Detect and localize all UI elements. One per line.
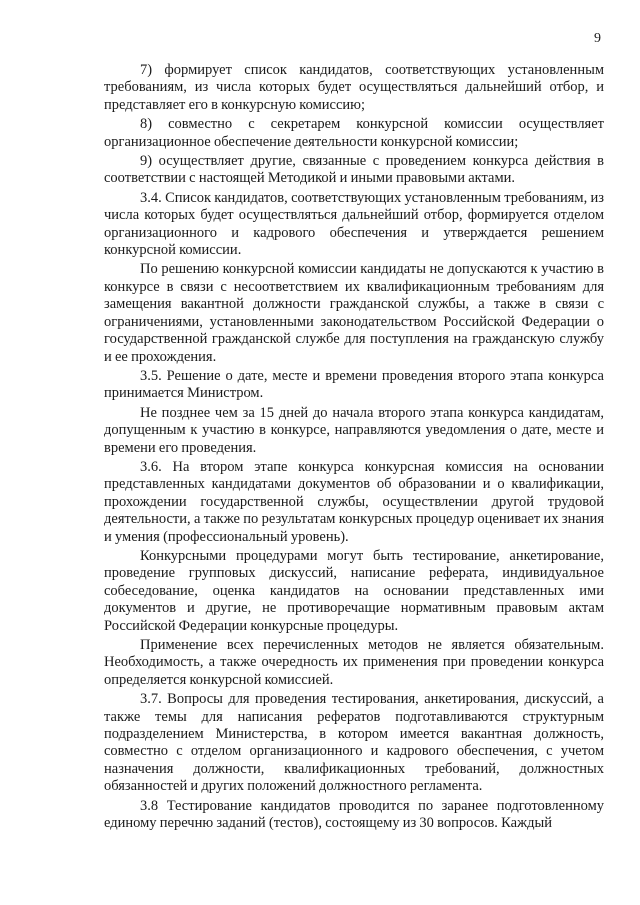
page-number: 9 — [594, 31, 601, 46]
paragraph: 3.5. Решение о дате, месте и времени проведения второго этапа конкурса принимается Министром. — [104, 367, 604, 402]
paragraph: Применение всех перечисленных методов не является обязательным. Необходимость, а также очередность их применения при проведении конкурса определяется конкурсной комиссией. — [104, 637, 604, 688]
paragraph: 8) совместно с секретарем конкурсной комиссии осуществляет организационное обеспечение деятельности конкурсной комиссии; — [104, 116, 604, 150]
paragraph: 3.6. На втором этапе конкурса конкурсная комиссия на основании представленных кандидатами документов об образовании и о квалификации, прохождении государственной службы, осуществлении другой трудовой деятельности, а также по результатам конкурсных процедур оценивает их знания и умения (профессиональный уровень). — [104, 458, 604, 545]
paragraph: По решению конкурсной комиссии кандидаты не допускаются к участию в конкурсе в связи с несоответствием их квалификационным требованиям для замещения вакантной должности гражданской службы, а также в связи с ограничениями, установленными законодательством Российской Федерации о государственной гражданской службе для поступления на гражданскую службу и ее прохождения. — [104, 261, 604, 365]
paragraph: Конкурсными процедурами могут быть тестирование, анкетирование, проведение групповых дискуссий, написание реферата, индивидуальное собеседование, оценка кандидатов на основании представленных ими документов и другие, не противоречащие нормативным правовым актам Российской Федерации конкурсные процедуры. — [104, 547, 604, 634]
document-body — [104, 62, 604, 834]
paragraph: 3.8 Тестирование кандидатов проводится по заранее подготовленному единому перечню заданий (тестов), состоящему из 30 вопросов. Каждый — [104, 797, 604, 832]
paragraph: Не позднее чем за 15 дней до начала второго этапа конкурса кандидатам, допущенным к участию в конкурсе, направляются уведомления о дате, месте и времени его проведения. — [104, 404, 604, 456]
paragraph: 9) осуществляет другие, связанные с проведением конкурса действия в соответствии с настоящей Методикой и иными правовыми актами. — [104, 153, 604, 187]
paragraph: 7) формирует список кандидатов, соответствующих установленным требованиям, из числа которых будет осуществляться дальнейший отбор, и представляет его в конкурсную комиссию; — [104, 62, 604, 113]
paragraph: 3.7. Вопросы для проведения тестирования, анкетирования, дискуссий, а также темы для написания рефератов подготавливаются структурным подразделением Министерства, в котором имеется вакантная должность, совместно с отделом организационного и кадрового обеспечения, с учетом назначения должности, квалификационных требований, должностных обязанностей и других положений должностного регламента. — [104, 691, 604, 795]
paragraph: 3.4. Список кандидатов, соответствующих установленным требованиям, из числа которых будет осуществляться дальнейший отбор, формируется отделом организационного и кадрового обеспечения и утверждается решением конкурсной комиссии. — [104, 189, 604, 259]
